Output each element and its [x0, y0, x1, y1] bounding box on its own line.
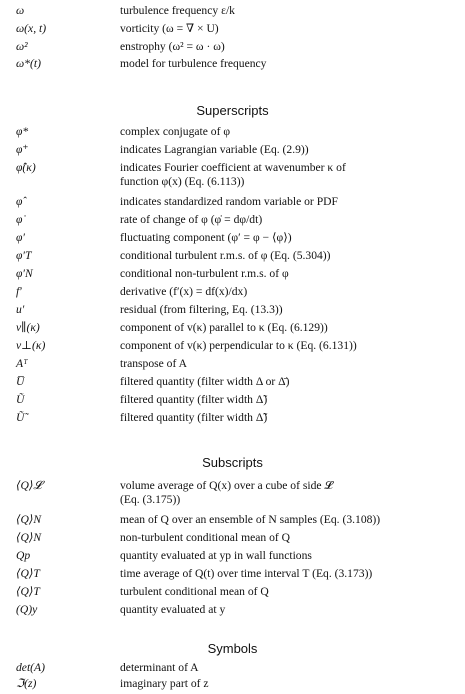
- symbol: ⟨Q⟩T: [16, 567, 40, 580]
- section-heading-subscripts: Subscripts: [202, 455, 263, 470]
- symbol: φ′N: [16, 267, 33, 280]
- symbol: φ⁺: [16, 143, 29, 156]
- description: enstrophy (ω² = ω · ω): [120, 40, 225, 53]
- symbol: ℑ(z): [16, 677, 37, 690]
- description: quantity evaluated at y: [120, 603, 226, 616]
- symbol: det(A): [16, 661, 45, 674]
- description: volume average of Q(x) over a cube of side 𝓛 (Eq. (3.175)): [120, 479, 333, 506]
- symbol: Ũ̃: [16, 411, 25, 424]
- description: filtered quantity (filter width Δ̃): [120, 393, 268, 406]
- symbol: u′: [16, 303, 25, 316]
- description: transpose of A: [120, 357, 187, 370]
- description: complex conjugate of φ: [120, 125, 231, 138]
- symbol: Qp: [16, 549, 31, 562]
- description: determinant of A: [120, 661, 199, 674]
- description: filtered quantity (filter width Δ or Δ̄): [120, 375, 290, 388]
- description: fluctuating component (φ′ = φ − ⟨φ⟩): [120, 231, 292, 244]
- description: time average of Q(t) over time interval T (Eq. (3.173)): [120, 567, 373, 580]
- description: conditional turbulent r.m.s. of φ (Eq. (5.304)): [120, 249, 331, 262]
- symbol: ⟨Q⟩N: [16, 531, 42, 544]
- description: turbulent conditional mean of Q: [120, 585, 269, 598]
- description: model for turbulence frequency: [120, 57, 267, 70]
- description: residual (from filtering, Eq. (13.3)): [120, 303, 283, 316]
- symbol: φ̇: [16, 213, 23, 226]
- symbol: ω*(t): [16, 57, 41, 70]
- symbol: ⟨Q⟩𝓛: [16, 479, 42, 492]
- description: non-turbulent conditional mean of Q: [120, 531, 291, 544]
- symbol: φ̂: [16, 195, 23, 208]
- symbol: φ*: [16, 125, 29, 138]
- symbol: v∥(κ): [16, 321, 40, 334]
- description: turbulence frequency ε/k: [120, 4, 235, 17]
- section-heading-superscripts: Superscripts: [196, 103, 269, 118]
- description: derivative (f′(x) = df(x)/dx): [120, 285, 248, 298]
- symbol: (Q)y: [16, 603, 38, 616]
- description: quantity evaluated at yp in wall functions: [120, 549, 312, 562]
- symbol: ω: [16, 4, 25, 17]
- symbol: ω(x, t): [16, 22, 47, 35]
- description: indicates standardized random variable or PDF: [120, 195, 338, 208]
- symbol: Aᵀ: [16, 357, 28, 370]
- symbol: Ũ: [16, 393, 25, 406]
- description: rate of change of φ (φ̇ = dφ/dt): [120, 213, 263, 226]
- description: indicates Fourier coefficient at wavenumber κ of function φ(x) (Eq. (6.113)): [120, 161, 346, 188]
- section-heading-symbols: Symbols: [207, 641, 258, 656]
- symbol: ⟨Q⟩N: [16, 513, 42, 526]
- symbol: U̅: [16, 375, 25, 388]
- description: mean of Q over an ensemble of N samples (Eq. (3.108)): [120, 513, 381, 526]
- symbol: f′: [16, 285, 22, 298]
- description: component of v(κ) parallel to κ (Eq. (6.129)): [120, 321, 328, 334]
- description: filtered quantity (filter width Δ̃̃): [120, 411, 268, 424]
- symbol: ω²: [16, 40, 28, 53]
- symbol: φ′: [16, 231, 25, 244]
- description: component of v(κ) perpendicular to κ (Eq. (6.131)): [120, 339, 357, 352]
- symbol: φ′T: [16, 249, 32, 262]
- description: indicates Lagrangian variable (Eq. (2.9)): [120, 143, 309, 156]
- description: imaginary part of z: [120, 677, 209, 690]
- symbol: φ̂(κ): [16, 161, 36, 174]
- description: vorticity (ω = ∇ × U): [120, 22, 219, 35]
- symbol: v⊥(κ): [16, 339, 46, 352]
- description: conditional non-turbulent r.m.s. of φ: [120, 267, 289, 280]
- symbol: ⟨Q⟩T: [16, 585, 40, 598]
